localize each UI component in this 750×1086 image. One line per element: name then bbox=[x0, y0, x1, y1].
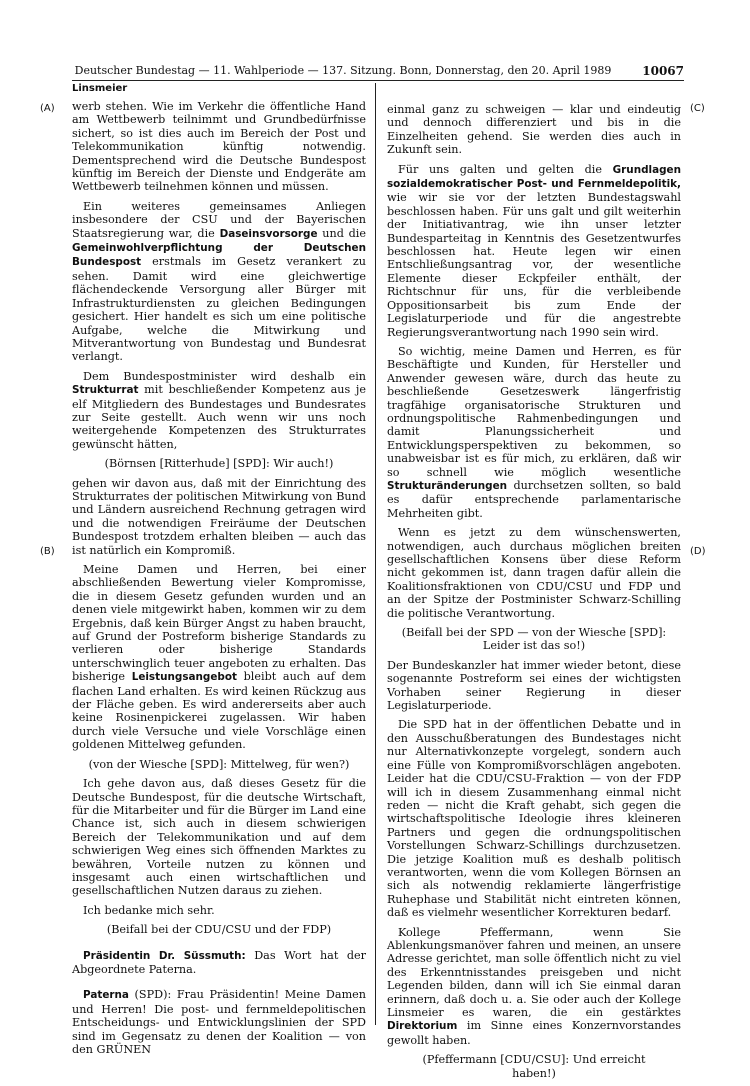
paragraph: Kollege Pfeffermann, wenn Sie Ablenkungsmanöver fahren und meinen, an unsere Adresse gerichtet, man solle öffentlich nicht zu viel des Erkenntnisstandes preisgeben und nicht Legenden bilden, dann will ich Sie einmal daran erinnern, daß doch u. a. Sie oder auch der Kollege Linsmeier es waren, die ein gestärktes Direktorium im Sinne eines Konzernvorstandes gewollt haben. bbox=[387, 925, 681, 1047]
paragraph: Ich bedanke mich sehr. bbox=[83, 903, 215, 917]
presiding-remark: Präsidentin Dr. Süssmuth: Das Wort hat der Abgeordnete Paterna. bbox=[72, 948, 366, 976]
paragraph: Meine Damen und Herren, bei einer abschließenden Bewertung vieler Kompromisse, die in diesem Gesetz gefunden wurden und an denen viele mitgewirkt haben, kommen wir zu dem Ergebnis, daß kein Bürger Angst zu haben braucht, auf Grund der Postreform bisherige Standards zu verlieren oder bisherige Standards unterschwinglich teuer angeboten zu erhalten. Das bisherige Leistungsangebot bleibt auch auf dem flachen Land erhalten. Es wird keinen Rückzug aus der Fläche geben. Es wird andererseits aber auch keine Rosinenpickerei zugelassen. Wir haben durch viele Versuche und viele Vorschläge einen goldenen Mittelweg gefunden. bbox=[72, 563, 367, 752]
margin-marker-d: (D) bbox=[690, 546, 706, 557]
paragraph: Wenn es jetzt zu dem wünschenswerten, notwendigen, auch durchaus möglichen breiten gesellschaftlichen Konsens über diese Reform nicht gekommen ist, dann tragen dafür allein die Koalitionsfraktionen von CDU/CSU und FDP und an der Spitze der Postminister Schwarz-Schilling die politische Verantwortung. bbox=[387, 526, 681, 620]
emphasis: Grundlagen sozialdemokratischer Post- und Fernmeldepolitik, bbox=[387, 163, 681, 191]
emphasis: Daseinsvorsorge bbox=[219, 227, 318, 240]
emphasis: Direktorium bbox=[387, 1020, 458, 1033]
speaker-heading: Linsmeier bbox=[72, 83, 128, 94]
right-column bbox=[387, 103, 681, 1086]
header-rule bbox=[72, 80, 684, 81]
paragraph: Die SPD hat in der öffentlichen Debatte und in den Ausschußberatungen des Bundestages nicht nur Alternativkonzepte vorgelegt, sondern auch eine Fülle von Kompromißvorschlägen angeboten. Leider hat die CDU/CSU-Fraktion — von der FDP will ich in diesem Zusammenhang einmal nicht reden — nicht die Kraft gehabt, sich gegen die wirtschaftspolitische Ideologie ihres kleineren Partners und gegen die ordnungspolitischen Vorstellungen Schwarz-Schillings durchzusetzen. Die jetzige Koalition muß es deshalb politisch verantworten, wenn die vom Kollegen Börnsen an sich als notwendig reklamierte längerfristige Ruhephase und Stabilität nicht eintreten können, daß es vielmehr wesentlicher Korrekturen bedarf. bbox=[387, 718, 681, 920]
emphasis: Strukturänderungen bbox=[387, 479, 508, 492]
emphasis: Strukturrat bbox=[72, 384, 139, 397]
paragraph: So wichtig, meine Damen und Herren, es für Beschäftigte und Kunden, für Hersteller und Anwender gewesen wäre, durch das heute zu beschließende Gesetzeswerk längerfristig tragfähige organisatorische Strukturen und ordnungspolitische Rahmenbedingungen und damit Planungssicherheit und Entwicklungsperspektiven zu bekommen, so unabweisbar ist es für mich, zu erklären, daß wir so schnell wie möglich wesentliche Strukturänderungen durchsetzen sollten, so bald es dafür entsprechende parlamentarische Mehrheiten gibt. bbox=[387, 344, 681, 520]
margin-marker-b: (B) bbox=[40, 546, 55, 557]
interjection: (von der Wiesche [SPD]: Mittelweg, für wen?) bbox=[88, 757, 350, 771]
interjection: (Beifall bei der CDU/CSU und der FDP) bbox=[106, 923, 332, 937]
emphasis: Gemeinwohlverpflichtung der Deutschen Bundespost bbox=[72, 242, 366, 269]
column-divider bbox=[375, 83, 376, 1025]
paragraph: gehen wir davon aus, daß mit der Einrichtung des Strukturrates der politischen Mitwirkung von Bund und Ländern ausreichend Rechnung getragen wird und die notwendigen Freiräume der Deutschen Bundespost trotzdem erhalten bleiben — auch das ist natürlich ein Kompromiß. bbox=[72, 476, 366, 557]
speech-opening: Paterna (SPD): Frau Präsidentin! Meine Damen und Herren! Die post- und fernmeldepolitischen Entscheidungs- und Entwicklungslinien der SPD sind im Gegensatz zu denen der Koalition — von den GRÜNEN bbox=[72, 988, 366, 1056]
interjection: (Beifall bei der SPD — von der Wiesche [SPD]: Leider ist das so!) bbox=[401, 626, 667, 653]
interjection: (Börnsen [Ritterhude] [SPD]: Wir auch!) bbox=[104, 457, 334, 471]
paragraph: Ich gehe davon aus, daß dieses Gesetz für die Deutsche Bundespost, für die deutsche Wirtschaft, für die Mitarbeiter und für die Bürger im Land eine Chance ist, sich auch in diesem schwierigen Bereich der Telekommunikation und auf dem schwierigen Weg eines sich öffnenden Marktes zu bewähren, Vorteile nutzen zu können und insgesamt auch einen wirtschaftlichen und gesellschaftlichen Nutzen daraus zu ziehen. bbox=[72, 777, 366, 898]
paragraph: Für uns galten und gelten die Grundlagen sozialdemokratischer Post- und Fernmeldepolitik, wie wir sie vor der letzten Bundestagswahl beschlossen haben. Für uns galt und gilt weiterhin der Initiativantrag, wie ihn unser letzter Bundesparteitag in Kenntnis des Gesetzentwurfes beschlossen hat. Heute legen wir einen Entschließungsantrag vor, der wesentliche Elemente dieser Eckpfeiler enthält, der Richtschnur für uns, für die verbleibende Oppositionsarbeit bis zum Ende der Legislaturperiode und für die angestrebte Regierungsverantwortung nach 1990 sein wird. bbox=[387, 162, 681, 339]
paragraph: werb stehen. Wie im Verkehr die öffentliche Hand am Wettbewerb teilnimmt und Grundbedürfnisse sichert, so ist dies auch im Bereich der Post und Telekommunikation künftig notwendig. Dementsprechend wird die Deutsche Bundespost künftig im Bereich der Dienste und Endgeräte am Wettbewerb teilnehmen können und müssen. bbox=[72, 100, 366, 194]
paragraph: Dem Bundespostminister wird deshalb ein Strukturrat mit beschließender Kompetenz aus je elf Mitgliedern des Bundestages und Bundesrates zur Seite gestellt. Auch wenn wir uns noch weitergehende Kompetenzen des Strukturrates gewünscht hätten, bbox=[72, 369, 366, 451]
emphasis: Leistungsangebot bbox=[131, 671, 237, 684]
margin-marker-c: (C) bbox=[690, 103, 705, 114]
speaker-name: Präsidentin Dr. Süssmuth: bbox=[83, 949, 246, 962]
margin-marker-a: (A) bbox=[40, 103, 55, 114]
interjection: (Pfeffermann [CDU/CSU]: Und erreicht haben!) bbox=[422, 1053, 646, 1080]
paragraph: Ein weiteres gemeinsames Anliegen insbesondere der CSU und der Bayerischen Staatsregierung war, die Daseinsvorsorge und die Gemeinwohlverpflichtung der Deutschen Bundespost erstmals im Gesetz verankert zu sehen. Damit wird eine gleichwertige flächendeckende Versorgung aller Bürger mit Infrastrukturdiensten zu gleichen Bedingungen gesichert. Hier handelt es sich um eine politische Aufgabe, welche die Mitwirkung und Mitverantwortung von Bundestag und Bundesrat verlangt. bbox=[72, 199, 367, 364]
running-title: Deutscher Bundestag — 11. Wahlperiode — 137. Sitzung. Bonn, Donnerstag, den 20. April 1989 bbox=[74, 64, 612, 77]
running-header bbox=[72, 62, 684, 80]
paragraph: Der Bundeskanzler hat immer wieder betont, diese sogenannte Postreform sei eines der wichtigsten Vorhaben seiner Regierung in dieser Legislaturperiode. bbox=[387, 658, 681, 713]
speaker-name: Paterna bbox=[83, 989, 129, 1002]
left-column bbox=[72, 100, 366, 1062]
page-number: 10067 bbox=[642, 64, 684, 78]
paragraph: einmal ganz zu schweigen — klar und eindeutig und dennoch differenziert und bis in die Einzelheiten gehend. Sie werden dies auch in Zukunft sein. bbox=[387, 103, 681, 157]
